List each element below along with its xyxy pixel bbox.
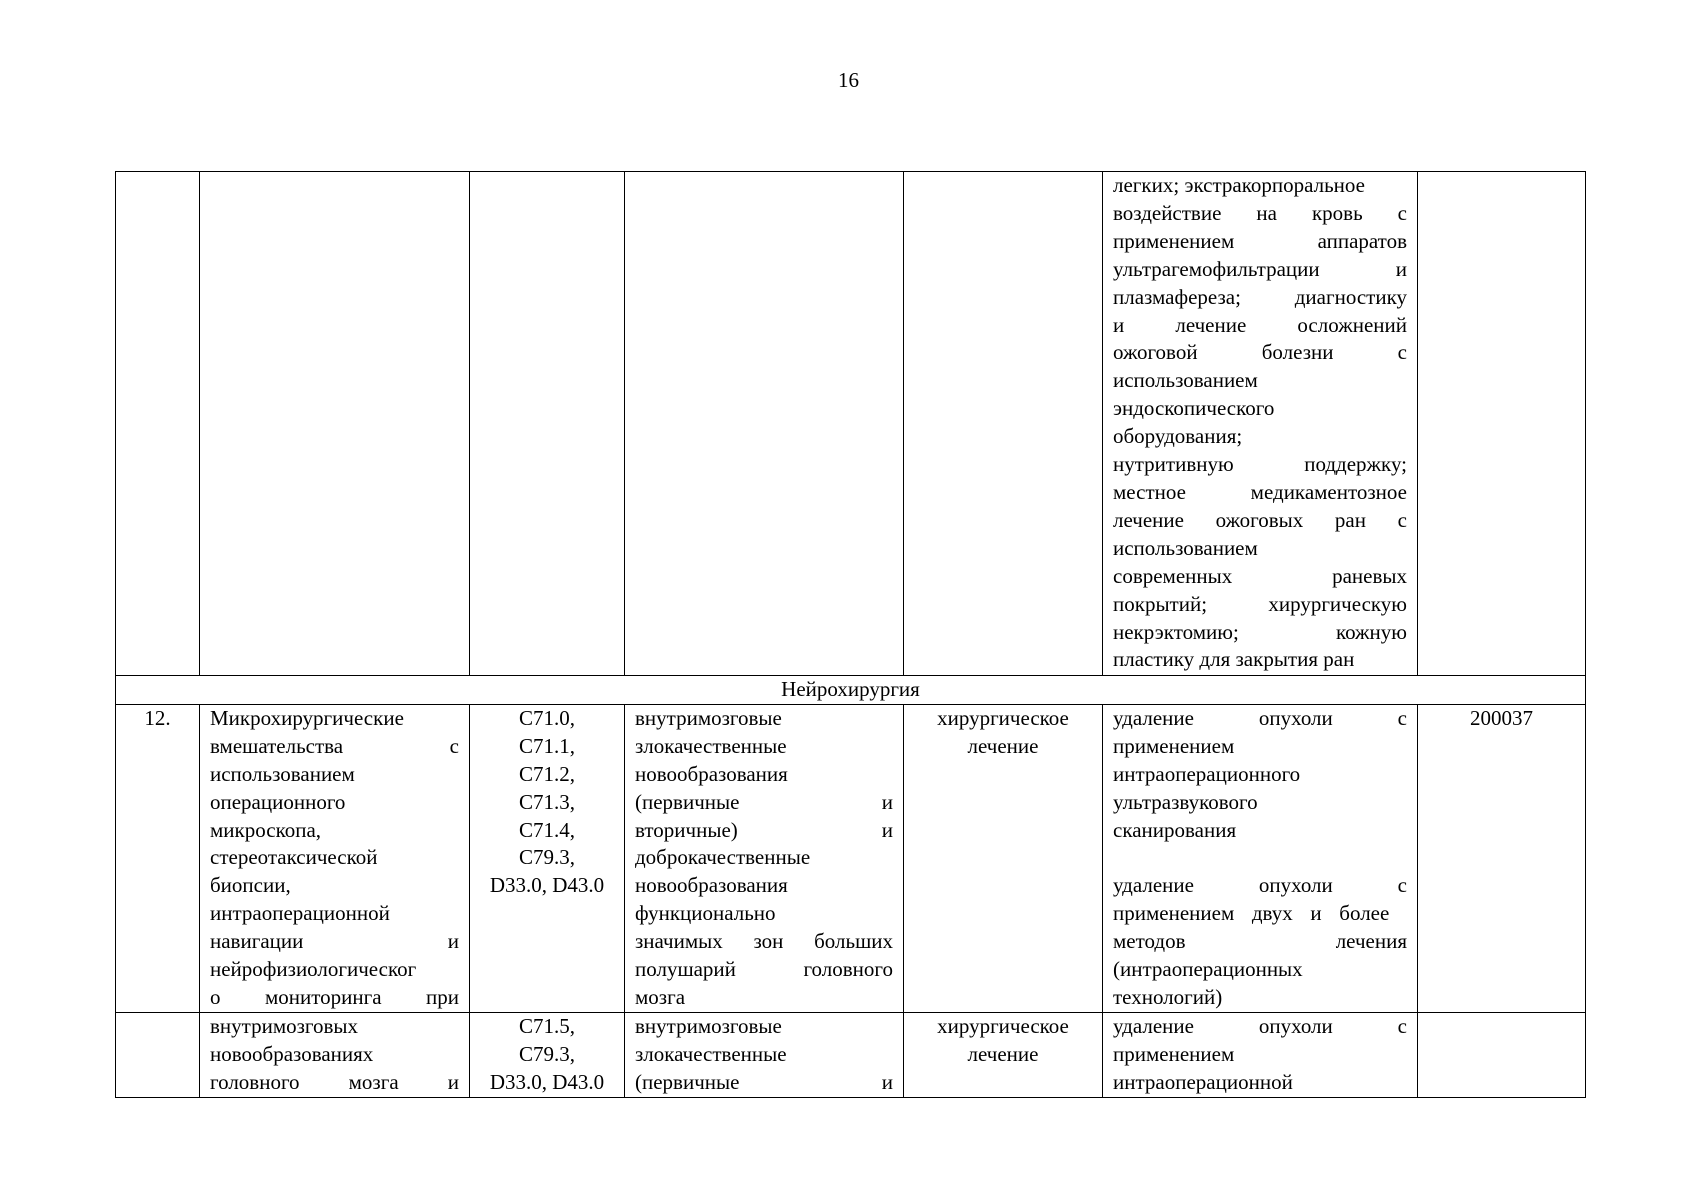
icd-codes: C71.0, C71.1, C71.2, C71.3, C71.4, C79.3, D33.0, D43.0: [470, 704, 625, 1012]
row-number: 12.: [116, 704, 200, 1012]
row-number-empty: [116, 1012, 200, 1097]
cell-treatment-method: легких; экстракорпоральное воздействие на кровь с применением аппаратов ультрагемофильтрации и плазмафереза; диагностику и лечение осложнений ожоговой болезни с использованием эндоскопического оборудования; нутритивную поддержку; местное медикаментозное лечение ожоговых ран с использованием современных раневых покрытий; хирургическую некрэктомию; кожную пластику для закрытия ран: [1103, 172, 1418, 676]
patient-model: внутримозговые злокачественные новообразования (первичные и вторичные) и доброкачественные новообразования функционально значимых зон больших полушарий головного мозга: [625, 704, 904, 1012]
care-type-description: Микрохирургические вмешательства с использованием операционного микроскопа, стереотаксической биопсии, интраоперационной навигации и нейрофизиологическог о мониторинга при: [200, 704, 470, 1012]
cell-treatment-type: [904, 172, 1103, 676]
table-row: [116, 704, 1586, 1012]
cell-number: [116, 172, 200, 676]
page-number: 16: [838, 68, 859, 92]
patient-model: внутримозговые злокачественные (первичные и: [625, 1012, 904, 1097]
section-header-row: [116, 676, 1586, 705]
table-row-continuation: [116, 172, 1586, 676]
section-title: Нейрохирургия: [116, 676, 1586, 705]
treatment-method: удаление опухоли с применением интраоперационного ультразвукового сканирования удаление опухоли с применением двух и более методов лечения (интраоперационных технологий): [1103, 704, 1418, 1012]
icd-codes: C71.5, C79.3, D33.0, D43.0: [470, 1012, 625, 1097]
cell-patient-model: [625, 172, 904, 676]
treatment-type: хирургическое лечение: [904, 1012, 1103, 1097]
cell-cost: [1418, 172, 1586, 676]
cost-value: 200037: [1418, 704, 1586, 1012]
cost-empty: [1418, 1012, 1586, 1097]
medical-care-table: [115, 171, 1586, 1098]
care-type-description-cont: внутримозговых новообразованиях головного мозга и: [200, 1012, 470, 1097]
cell-icd-codes: [470, 172, 625, 676]
treatment-type: хирургическое лечение: [904, 704, 1103, 1012]
treatment-method: удаление опухоли с применением интраоперационной: [1103, 1012, 1418, 1097]
table-row: [116, 1012, 1586, 1097]
cell-care-type: [200, 172, 470, 676]
